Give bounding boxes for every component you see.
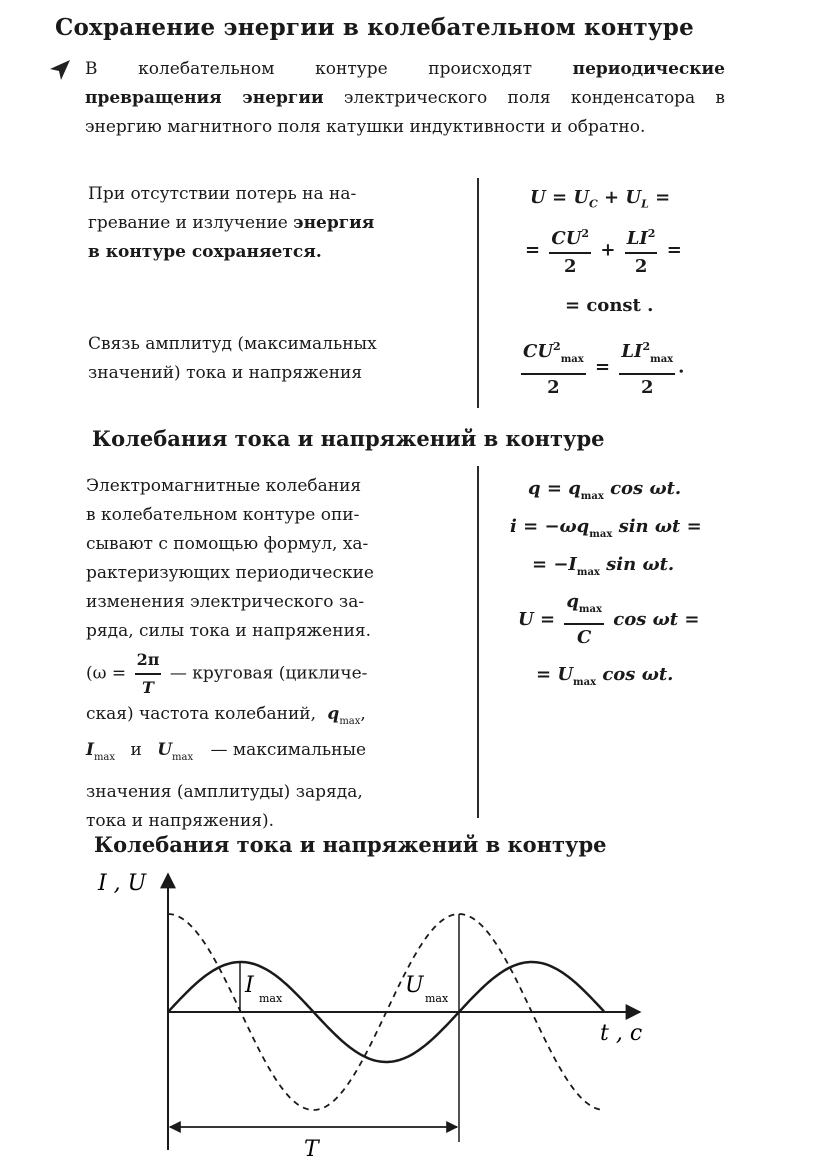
- i-max-sub: max: [259, 992, 283, 1005]
- amplitude-line-2: значений) тока и напряжения: [88, 363, 363, 383]
- osc-line-9: $I_{max}$ и $U_{max}$ — максимальные: [86, 740, 367, 763]
- amplitude-line-1: Связь амплитуд (максимальных: [88, 334, 377, 354]
- conservation-text: [88, 180, 458, 267]
- x-axis-label: t , с: [600, 1021, 643, 1046]
- period-label: T: [304, 1137, 319, 1162]
- osc-line-4: рактеризующих периодические: [86, 563, 374, 583]
- intro-text-after: электрического поля конденсатора в энергию магнитного поля катушки индуктивности и обратно.: [85, 88, 725, 137]
- section-title-oscillations: Колебания тока и напряжений в контуре: [92, 426, 605, 451]
- amplitude-formula: $\frac{CU^2_{max}}{2}$ = $\frac{LI^2_{max}}{2}$ .: [518, 335, 684, 400]
- conservation-line-2: гревание и излучение: [88, 213, 294, 233]
- osc-line-6: ряда, силы тока и напряжения.: [86, 621, 372, 641]
- osc-line-8: ская) частота колебаний, $q_{max}$,: [86, 704, 366, 727]
- section-title-graph: Колебания тока и напряжений в контуре: [94, 832, 607, 857]
- osc-line-11: тока и напряжения).: [86, 811, 275, 831]
- u-max-label: U: [405, 973, 424, 998]
- osc-omega-line: (ω = $\frac{2\pi}{T}$ — круговая (цикличе-: [86, 650, 368, 697]
- intro-text-bold: периодические превращения энергии: [85, 59, 725, 108]
- osc-line-3: сывают с помощью формул, ха-: [86, 534, 369, 554]
- osc-line-5: изменения электрического за-: [86, 592, 365, 612]
- u-max-sub: max: [425, 992, 449, 1005]
- oscillation-formulas: $q = q_{max}$ cos ωt. $i = -\omega q_{max}$ sin ωt = = $-I_{max}$ sin ωt. U = $\frac{q_{max}}{C}$ cos ωt = = $U_{max}$ cos ωt.: [510, 478, 702, 688]
- i-max-label: I: [245, 973, 254, 998]
- y-axis-label: I , U: [98, 871, 147, 896]
- osc-line-2: в колебательном контуре опи-: [86, 505, 360, 525]
- column-divider-bottom: [477, 466, 479, 818]
- page-title: Сохранение энергии в колебательном контуре: [55, 14, 694, 41]
- energy-conservation-formula: $U = U_C + U_L$ = = $\frac{CU^2}{2}$ + $\frac{LI^2}{2}$ = = const .: [525, 187, 682, 316]
- conservation-line-1: При отсутствии потерь на на-: [88, 184, 357, 204]
- column-divider-top: [477, 178, 479, 408]
- amplitude-text: [88, 330, 458, 388]
- osc-line-1: Электромагнитные колебания: [86, 476, 362, 496]
- intro-paragraph: [85, 55, 725, 142]
- intro-text-before: В колебательном контуре происходят: [85, 59, 573, 79]
- oscillation-text: [86, 472, 458, 836]
- oscillation-graph: [0, 860, 816, 1163]
- pointer-arrow-icon: [48, 58, 72, 82]
- osc-line-10: значения (амплитуды) заряда,: [86, 782, 363, 802]
- conservation-bold-energy: энергия: [293, 213, 375, 233]
- conservation-line-3: в контуре сохраняется.: [88, 242, 322, 262]
